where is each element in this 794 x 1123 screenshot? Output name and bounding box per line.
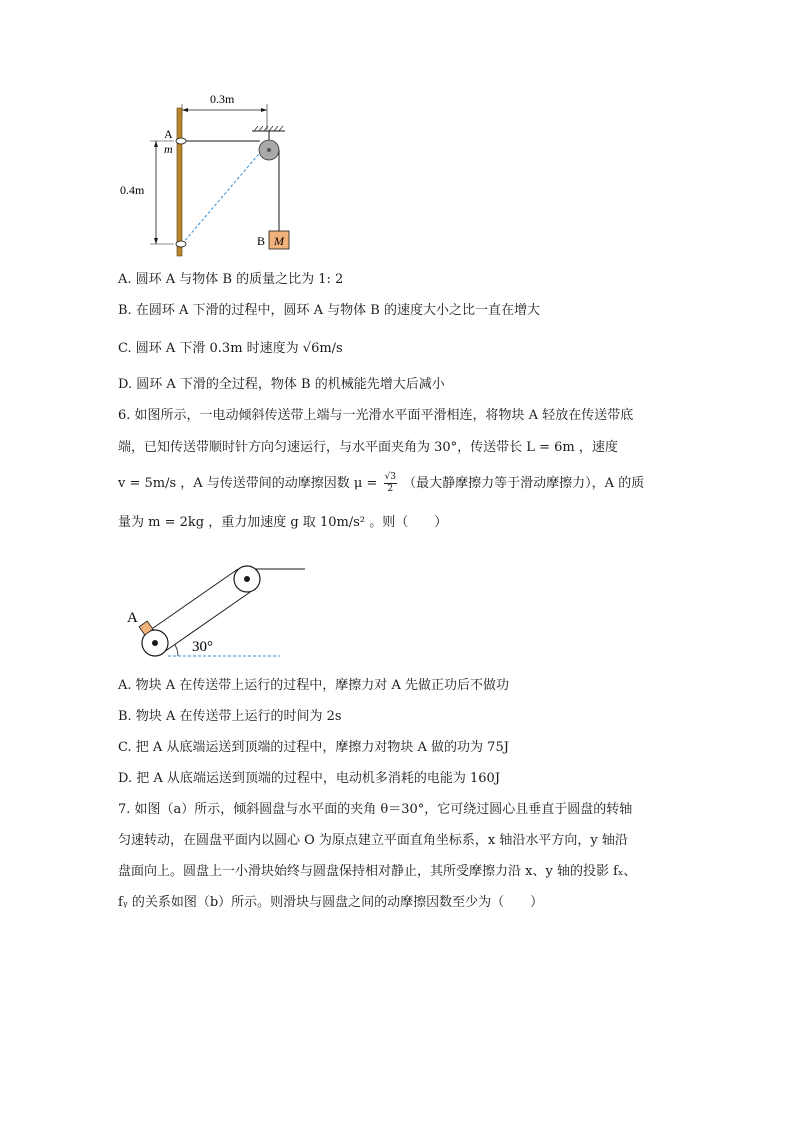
q6-line-1: 6. 如图所示，一电动倾斜传送带上端与一光滑水平面平滑相连，将物块 A 轻放在传送带底 (118, 408, 634, 423)
ring-A-bottom (176, 241, 186, 247)
label-m: m (164, 142, 173, 156)
q5-option-c: C. 圆环 A 下滑 0.3m 时速度为 √6m/s (118, 341, 343, 356)
q7-line-2: 匀速转动，在圆盘平面内以圆心 O 为原点建立平面直角坐标系，x 轴沿水平方向，y 轴沿 (118, 833, 628, 848)
label-M: M (274, 234, 284, 248)
q6-line-3 (118, 473, 644, 494)
q6-line-3-b: （最大静摩擦力等于滑动摩擦力），A 的质 (403, 476, 645, 491)
ring-A-top (176, 138, 186, 144)
q7-line-4: fᵧ 的关系如图（b）所示。则滑块与圆盘之间的动摩擦因数至少为（ ） (118, 895, 544, 910)
q7-line-1: 7. 如图（a）所示，倾斜圆盘与水平面的夹角 θ＝30°，它可绕过圆心且垂直于圆盘的转轴 (118, 802, 633, 817)
q6-option-c: C. 把 A 从底端运送到顶端的过程中，摩擦力对物块 A 做的功为 75J (118, 740, 509, 755)
q6-option-d: D. 把 A 从底端运送到顶端的过程中，电动机多消耗的电能为 160J (118, 771, 501, 786)
mu-fraction (384, 473, 397, 494)
frac-numerator: √3 (384, 472, 397, 482)
dim-top-label: 0.3m (210, 92, 235, 106)
frac-denominator: 2 (387, 484, 394, 494)
q6-option-b: B. 物块 A 在传送带上运行的时间为 2s (118, 709, 342, 724)
q6-line-3-a: v = 5m/s ，A 与传送带间的动摩擦因数 μ = (118, 476, 378, 491)
q6-line-4: 量为 m = 2kg ，重力加速度 g 取 10m/s² 。则（ ） (118, 515, 448, 530)
pulley-ring-figure (120, 90, 310, 260)
angle-label: 30° (192, 639, 213, 655)
label-B: B (257, 234, 266, 248)
conveyor-figure (120, 560, 320, 665)
q5-option-b: B. 在圆环 A 下滑的过程中，圆环 A 与物体 B 的速度大小之比一直在增大 (118, 303, 540, 318)
q5-option-d: D. 圆环 A 下滑的全过程，物体 B 的机械能先增大后减小 (118, 377, 445, 392)
vertical-rod (177, 108, 182, 256)
q7-line-3: 盘面向上。圆盘上一小滑块始终与圆盘保持相对静止，其所受摩擦力沿 x、y 轴的投影 fₓ、 (118, 864, 637, 879)
q6-option-a: A. 物块 A 在传送带上运行的过程中，摩擦力对 A 先做正功后不做功 (118, 678, 509, 693)
dim-left-label: 0.4m (120, 183, 145, 197)
label-A: A (164, 127, 173, 141)
q5-option-a: A. 圆环 A 与物体 B 的质量之比为 1: 2 (118, 272, 344, 287)
q6-line-2: 端，已知传送带顺时针方向匀速运行，与水平面夹角为 30°，传送带长 L = 6m ，速度 (118, 440, 618, 455)
conveyor-label-A: A (127, 610, 138, 626)
